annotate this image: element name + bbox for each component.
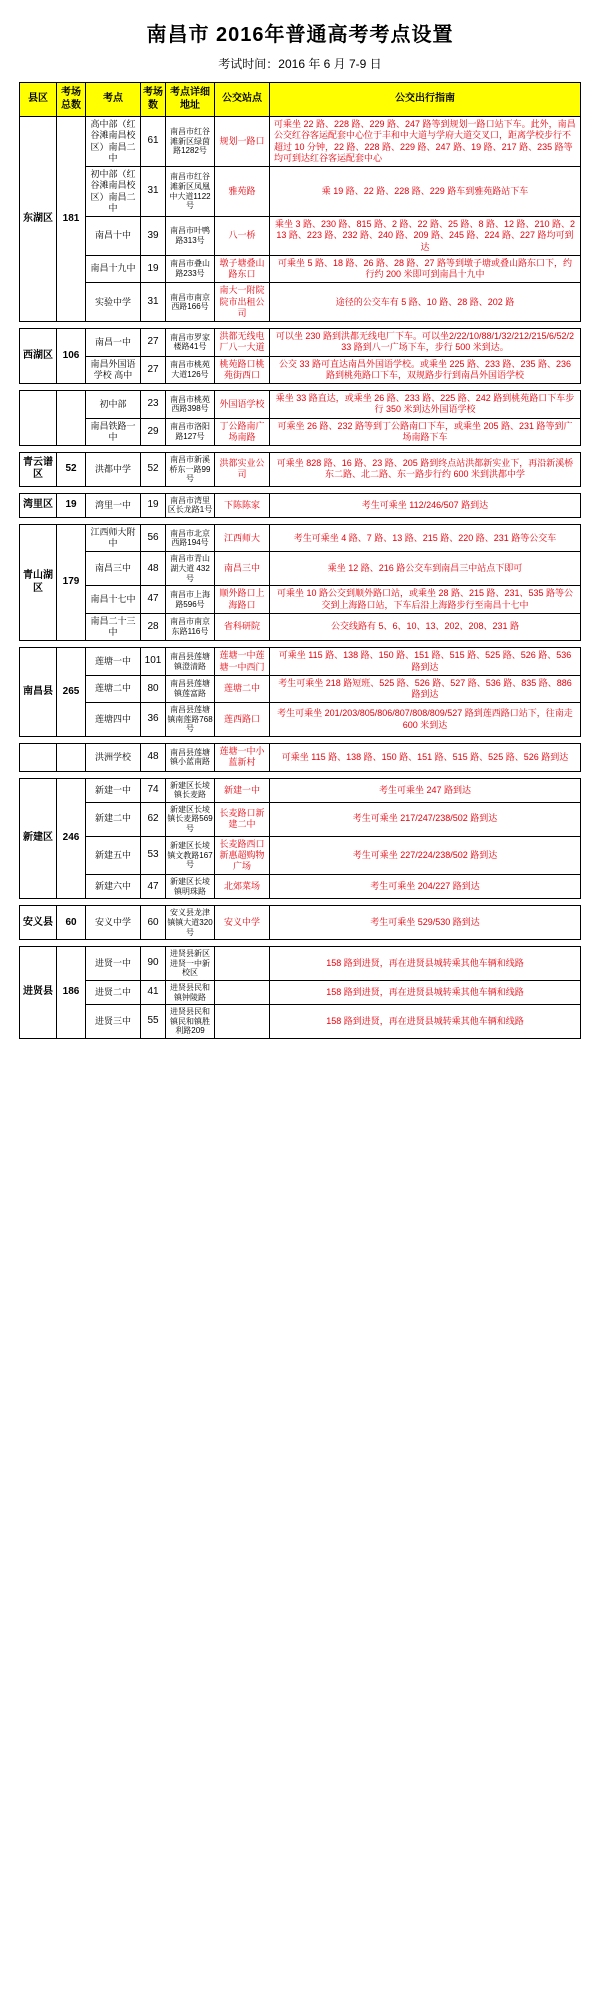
cell-district: 东湖区 — [20, 117, 57, 322]
cell-bus-stop: 雅苑路 — [215, 167, 270, 217]
cell-exam-site: 南昌十中 — [86, 217, 141, 256]
cell-transit-guide: 公交线路有 5、6、10、13、202、208、231 路 — [270, 613, 581, 641]
group-separator — [20, 899, 581, 906]
cell-exam-site: 南昌铁路一中 — [86, 418, 141, 446]
cell-address: 新建区长堎镇长麦路 — [166, 778, 215, 802]
cell-exam-site: 新建六中 — [86, 875, 141, 899]
cell-bus-stop: 莲西路口 — [215, 703, 270, 737]
table-row — [20, 493, 581, 517]
cell-exam-site: 湾里一中 — [86, 493, 141, 517]
cell-room-count: 27 — [141, 356, 166, 384]
cell-exam-site: 初中部 — [86, 391, 141, 419]
cell-transit-guide: 考生可乘坐 227/224/238/502 路到达 — [270, 836, 581, 875]
cell-address: 安义县龙津镇镇大道320号 — [166, 906, 215, 940]
table-row — [20, 906, 581, 940]
cell-total-rooms: 186 — [57, 947, 86, 1039]
cell-district: 南昌县 — [20, 648, 57, 737]
table-row — [20, 947, 581, 981]
group-separator — [20, 641, 581, 648]
cell-transit-guide: 考生可乘坐 4 路、7 路、13 路、215 路、220 路、231 路等公交车 — [270, 524, 581, 552]
table-row — [20, 703, 581, 737]
table-row — [20, 453, 581, 487]
cell-exam-site: 莲塘四中 — [86, 703, 141, 737]
cell-bus-stop — [215, 981, 270, 1005]
table-row — [20, 524, 581, 552]
table-row — [20, 356, 581, 384]
group-separator-cell — [20, 737, 581, 744]
group-separator-cell — [20, 641, 581, 648]
cell-transit-guide: 158 路到进贤，再在进贤县城转乘其他车辆和线路 — [270, 981, 581, 1005]
table-row — [20, 778, 581, 802]
group-separator-cell — [20, 446, 581, 453]
group-separator-cell — [20, 771, 581, 778]
cell-address: 南昌市桃苑大道126号 — [166, 356, 215, 384]
cell-room-count: 31 — [141, 283, 166, 322]
cell-address: 南昌市红谷滩新区凤凰中大道1122号 — [166, 167, 215, 217]
cell-district — [20, 744, 57, 772]
page-title: 南昌市 2016年普通高考考点设置 — [146, 24, 454, 46]
cell-room-count: 29 — [141, 418, 166, 446]
cell-exam-site: 洪都中学 — [86, 453, 141, 487]
cell-bus-stop: 长麦路西口新惠超购物广场 — [215, 836, 270, 875]
cell-transit-guide: 乘坐 33 路直达，或乘坐 26 路、233 路、225 路、242 路到桃苑路口下车步行 350 米到达外国语学校 — [270, 391, 581, 419]
cell-exam-site: 进贤三中 — [86, 1005, 141, 1039]
group-separator-cell — [20, 322, 581, 329]
table-row — [20, 744, 581, 772]
cell-district: 西湖区 — [20, 329, 57, 384]
cell-room-count: 90 — [141, 947, 166, 981]
cell-room-count: 36 — [141, 703, 166, 737]
table-row — [20, 836, 581, 875]
cell-transit-guide: 途径的公交车有 5 路、10 路、28 路、202 路 — [270, 283, 581, 322]
cell-transit-guide: 乘坐 3 路、230 路、815 路、2 路、22 路、25 路、8 路、12 路、210 路、213 路、223 路、232 路、240 路、209 路、245 路、224 路、227 路均可到达 — [270, 217, 581, 256]
cell-exam-site: 新建一中 — [86, 778, 141, 802]
cell-address: 南昌市青山湖大道 432号 — [166, 552, 215, 586]
cell-transit-guide: 可乘坐 5 路、18 路、26 路、28 路、27 路等到墩子塘或叠山路东口下，约行约 200 米即可到南昌十九中 — [270, 255, 581, 283]
cell-bus-stop: 桃苑路口桃苑街西口 — [215, 356, 270, 384]
cell-address: 南昌县莲塘镇南莲路768号 — [166, 703, 215, 737]
cell-total-rooms: 246 — [57, 778, 86, 899]
table-row — [20, 648, 581, 676]
cell-room-count: 19 — [141, 255, 166, 283]
cell-district: 新建区 — [20, 778, 57, 899]
cell-exam-site: 实验中学 — [86, 283, 141, 322]
group-separator-cell — [20, 384, 581, 391]
cell-bus-stop: 丁公路南广场南路 — [215, 418, 270, 446]
group-separator — [20, 771, 581, 778]
cell-total-rooms: 181 — [57, 117, 86, 322]
cell-bus-stop: 莲塘一中莲塘一中西门 — [215, 648, 270, 676]
cell-room-count: 101 — [141, 648, 166, 676]
cell-exam-site: 南昌十七中 — [86, 586, 141, 614]
cell-bus-stop: 长麦路口新建二中 — [215, 802, 270, 836]
cell-bus-stop: 下陈陈家 — [215, 493, 270, 517]
group-separator-cell — [20, 517, 581, 524]
cell-room-count: 39 — [141, 217, 166, 256]
table-row — [20, 613, 581, 641]
cell-bus-stop — [215, 947, 270, 981]
cell-bus-stop — [215, 1005, 270, 1039]
cell-total-rooms: 106 — [57, 329, 86, 384]
cell-total-rooms — [57, 744, 86, 772]
cell-exam-site: 南昌一中 — [86, 329, 141, 357]
cell-district — [20, 391, 57, 446]
cell-room-count: 47 — [141, 875, 166, 899]
cell-room-count: 74 — [141, 778, 166, 802]
cell-transit-guide: 考生可乘坐 201/203/805/806/807/808/809/527 路到莲西路口站下，往南走 600 米到达 — [270, 703, 581, 737]
cell-bus-stop: 南昌三中 — [215, 552, 270, 586]
cell-transit-guide: 可乘坐 10 路公交到顺外路口站，或乘坐 28 路、215 路、231、535 路等公交到上海路口站，下车后沿上海路步行至南昌十七中 — [270, 586, 581, 614]
cell-total-rooms: 52 — [57, 453, 86, 487]
cell-exam-site: 莲塘二中 — [86, 675, 141, 703]
cell-room-count: 41 — [141, 981, 166, 1005]
table-body — [20, 117, 581, 1039]
cell-bus-stop: 墩子塘叠山路东口 — [215, 255, 270, 283]
header-room-count: 考场数 — [141, 83, 166, 117]
cell-address: 进贤县民和镇民和镇胜利路209 — [166, 1005, 215, 1039]
cell-bus-stop: 莲塘二中 — [215, 675, 270, 703]
cell-district: 安义县 — [20, 906, 57, 940]
cell-transit-guide: 乘坐 12 路、216 路公交车到南昌三中站点下即可 — [270, 552, 581, 586]
cell-transit-guide: 公交 33 路可直达南昌外国语学校。或乘坐 225 路、233 路、235 路、236 路到桃苑路口下车，双规路步行到南昌外国语学校 — [270, 356, 581, 384]
table-row — [20, 117, 581, 167]
header-transit-guide: 公交出行指南 — [270, 83, 581, 117]
exam-sites-table — [19, 82, 581, 1039]
cell-room-count: 48 — [141, 744, 166, 772]
cell-address: 南昌县莲塘镇澄清路 — [166, 648, 215, 676]
cell-room-count: 48 — [141, 552, 166, 586]
cell-bus-stop: 新建一中 — [215, 778, 270, 802]
cell-district: 青山湖区 — [20, 524, 57, 640]
cell-room-count: 80 — [141, 675, 166, 703]
cell-address: 南昌县莲塘镇小蓝南路 — [166, 744, 215, 772]
cell-exam-site: 新建二中 — [86, 802, 141, 836]
cell-exam-site: 新建五中 — [86, 836, 141, 875]
cell-room-count: 52 — [141, 453, 166, 487]
cell-room-count: 28 — [141, 613, 166, 641]
cell-exam-site: 莲塘一中 — [86, 648, 141, 676]
cell-exam-site: 南昌外国语学校 高中 — [86, 356, 141, 384]
table-row — [20, 675, 581, 703]
cell-address: 南昌市洛阳路127号 — [166, 418, 215, 446]
cell-exam-site: 初中部（红谷滩南昌校区）南昌二中 — [86, 167, 141, 217]
cell-total-rooms: 179 — [57, 524, 86, 640]
group-separator-cell — [20, 940, 581, 947]
cell-address: 南昌市红谷滩新区绿茵路1282号 — [166, 117, 215, 167]
table-row — [20, 1005, 581, 1039]
cell-total-rooms: 265 — [57, 648, 86, 737]
page-subtitle: 考试时间：2016 年 6 月 7-9 日 — [218, 57, 382, 71]
cell-room-count: 61 — [141, 117, 166, 167]
cell-exam-site: 南昌三中 — [86, 552, 141, 586]
cell-transit-guide: 考生可乘坐 217/247/238/502 路到达 — [270, 802, 581, 836]
cell-address: 新建区长堎镇明珠路 — [166, 875, 215, 899]
cell-address: 南昌市北京西路194号 — [166, 524, 215, 552]
table-row — [20, 552, 581, 586]
cell-address: 南昌市桃苑西路398号 — [166, 391, 215, 419]
cell-district: 湾里区 — [20, 493, 57, 517]
cell-address: 新建区长堎镇长麦路569号 — [166, 802, 215, 836]
cell-exam-site: 南昌十九中 — [86, 255, 141, 283]
cell-exam-site: 安义中学 — [86, 906, 141, 940]
table-header-row — [20, 83, 581, 117]
cell-bus-stop: 江西师大 — [215, 524, 270, 552]
group-separator — [20, 486, 581, 493]
cell-bus-stop: 八一桥 — [215, 217, 270, 256]
cell-exam-site: 进贤二中 — [86, 981, 141, 1005]
cell-exam-site: 江西师大附中 — [86, 524, 141, 552]
cell-exam-site: 高中部（红谷滩南昌校区）南昌二中 — [86, 117, 141, 167]
cell-transit-guide: 可乘坐 115 路、138 路、150 路、151 路、515 路、525 路、526 路到达 — [270, 744, 581, 772]
cell-total-rooms — [57, 391, 86, 446]
cell-transit-guide: 考生可乘坐 218 路短班、525 路、526 路、527 路、536 路、835 路、886 路到达 — [270, 675, 581, 703]
header-total-rooms: 考场总数 — [57, 83, 86, 117]
cell-transit-guide: 158 路到进贤，再在进贤县城转乘其他车辆和线路 — [270, 1005, 581, 1039]
cell-bus-stop: 北郊菜场 — [215, 875, 270, 899]
cell-address: 进贤县民和镇钟陵路 — [166, 981, 215, 1005]
cell-transit-guide: 考生可乘坐 247 路到达 — [270, 778, 581, 802]
cell-district: 进贤县 — [20, 947, 57, 1039]
header-bus-stop: 公交站点 — [215, 83, 270, 117]
table-row — [20, 217, 581, 256]
group-separator — [20, 446, 581, 453]
cell-transit-guide: 考生可乘坐 529/530 路到达 — [270, 906, 581, 940]
header-address: 考点详细地址 — [166, 83, 215, 117]
table-row — [20, 981, 581, 1005]
cell-transit-guide: 可乘坐 26 路、232 路等到丁公路南口下车，或乘坐 205 路、231 路等到广场南路下车 — [270, 418, 581, 446]
table-row — [20, 418, 581, 446]
cell-bus-stop: 顺外路口上海路口 — [215, 586, 270, 614]
cell-room-count: 60 — [141, 906, 166, 940]
cell-room-count: 53 — [141, 836, 166, 875]
cell-bus-stop: 规划一路口 — [215, 117, 270, 167]
cell-transit-guide: 可以坐 230 路到洪都无线电厂下车。可以坐2/22/10/88/1/32/212/215/6/52/233 路到八一广场下车，步行 500 米到达。 — [270, 329, 581, 357]
group-separator — [20, 940, 581, 947]
cell-bus-stop: 莲塘一中小蓝新村 — [215, 744, 270, 772]
cell-address: 南昌市上海路596号 — [166, 586, 215, 614]
cell-transit-guide: 可乘坐 828 路、16 路、23 路、205 路到终点站洪都新实业下，再沿新溪桥东二路、北二路、东一路步行约 600 米到洪都中学 — [270, 453, 581, 487]
table-row — [20, 391, 581, 419]
cell-bus-stop: 洪都无线电厂八一大道 — [215, 329, 270, 357]
cell-room-count: 27 — [141, 329, 166, 357]
cell-room-count: 47 — [141, 586, 166, 614]
cell-bus-stop: 南大一附院院市出租公司 — [215, 283, 270, 322]
cell-address: 南昌市湾里区长龙路1号 — [166, 493, 215, 517]
cell-address: 南昌市新溪桥东一路99号 — [166, 453, 215, 487]
table-row — [20, 167, 581, 217]
cell-address: 南昌市叠山路233号 — [166, 255, 215, 283]
cell-transit-guide: 158 路到进贤，再在进贤县城转乘其他车辆和线路 — [270, 947, 581, 981]
cell-bus-stop: 安义中学 — [215, 906, 270, 940]
cell-transit-guide: 可乘坐 115 路、138 路、150 路、151 路、515 路、525 路、526 路、536 路到达 — [270, 648, 581, 676]
cell-exam-site: 洪洲学校 — [86, 744, 141, 772]
group-separator — [20, 384, 581, 391]
cell-room-count: 31 — [141, 167, 166, 217]
cell-address: 进贤县新区进贤一中新校区 — [166, 947, 215, 981]
group-separator — [20, 322, 581, 329]
group-separator-cell — [20, 486, 581, 493]
table-row — [20, 255, 581, 283]
cell-address: 南昌县莲塘镇莲富路 — [166, 675, 215, 703]
cell-address: 南昌市南京东路116号 — [166, 613, 215, 641]
table-row — [20, 586, 581, 614]
cell-bus-stop: 外国语学校 — [215, 391, 270, 419]
cell-total-rooms: 19 — [57, 493, 86, 517]
cell-address: 新建区长堎镇文教路167号 — [166, 836, 215, 875]
cell-address: 南昌市南京西路166号 — [166, 283, 215, 322]
cell-address: 南昌市罗家楼路41号 — [166, 329, 215, 357]
cell-room-count: 23 — [141, 391, 166, 419]
cell-transit-guide: 考生可乘坐 112/246/507 路到达 — [270, 493, 581, 517]
cell-room-count: 56 — [141, 524, 166, 552]
table-row — [20, 802, 581, 836]
table-row — [20, 283, 581, 322]
cell-exam-site: 南昌二十三中 — [86, 613, 141, 641]
cell-district: 青云谱区 — [20, 453, 57, 487]
cell-address: 南昌市叶鸭路313号 — [166, 217, 215, 256]
table-row — [20, 875, 581, 899]
group-separator-cell — [20, 899, 581, 906]
cell-room-count: 55 — [141, 1005, 166, 1039]
cell-total-rooms: 60 — [57, 906, 86, 940]
header-district: 县区 — [20, 83, 57, 117]
table-head — [20, 83, 581, 117]
table-row — [20, 329, 581, 357]
group-separator — [20, 737, 581, 744]
cell-room-count: 19 — [141, 493, 166, 517]
cell-transit-guide: 可乘坐 22 路、228 路、229 路、247 路等到规划一路口站下车。此外，南昌公交红谷客运配套中心位于丰和中大道与学府大道交叉口，距离学校步行不超过 10 分钟，22 路、228 路、229 路、247 路、19 路、217 路、235 路等均可到达红谷客运配套中心 — [270, 117, 581, 167]
cell-transit-guide: 考生可乘坐 204/227 路到达 — [270, 875, 581, 899]
cell-transit-guide: 乘 19 路、22 路、228 路、229 路车到雅苑路站下车 — [270, 167, 581, 217]
group-separator — [20, 517, 581, 524]
header-exam-site: 考点 — [86, 83, 141, 117]
cell-bus-stop: 洪都实业公司 — [215, 453, 270, 487]
cell-bus-stop: 省科研院 — [215, 613, 270, 641]
cell-exam-site: 进贤一中 — [86, 947, 141, 981]
cell-room-count: 62 — [141, 802, 166, 836]
